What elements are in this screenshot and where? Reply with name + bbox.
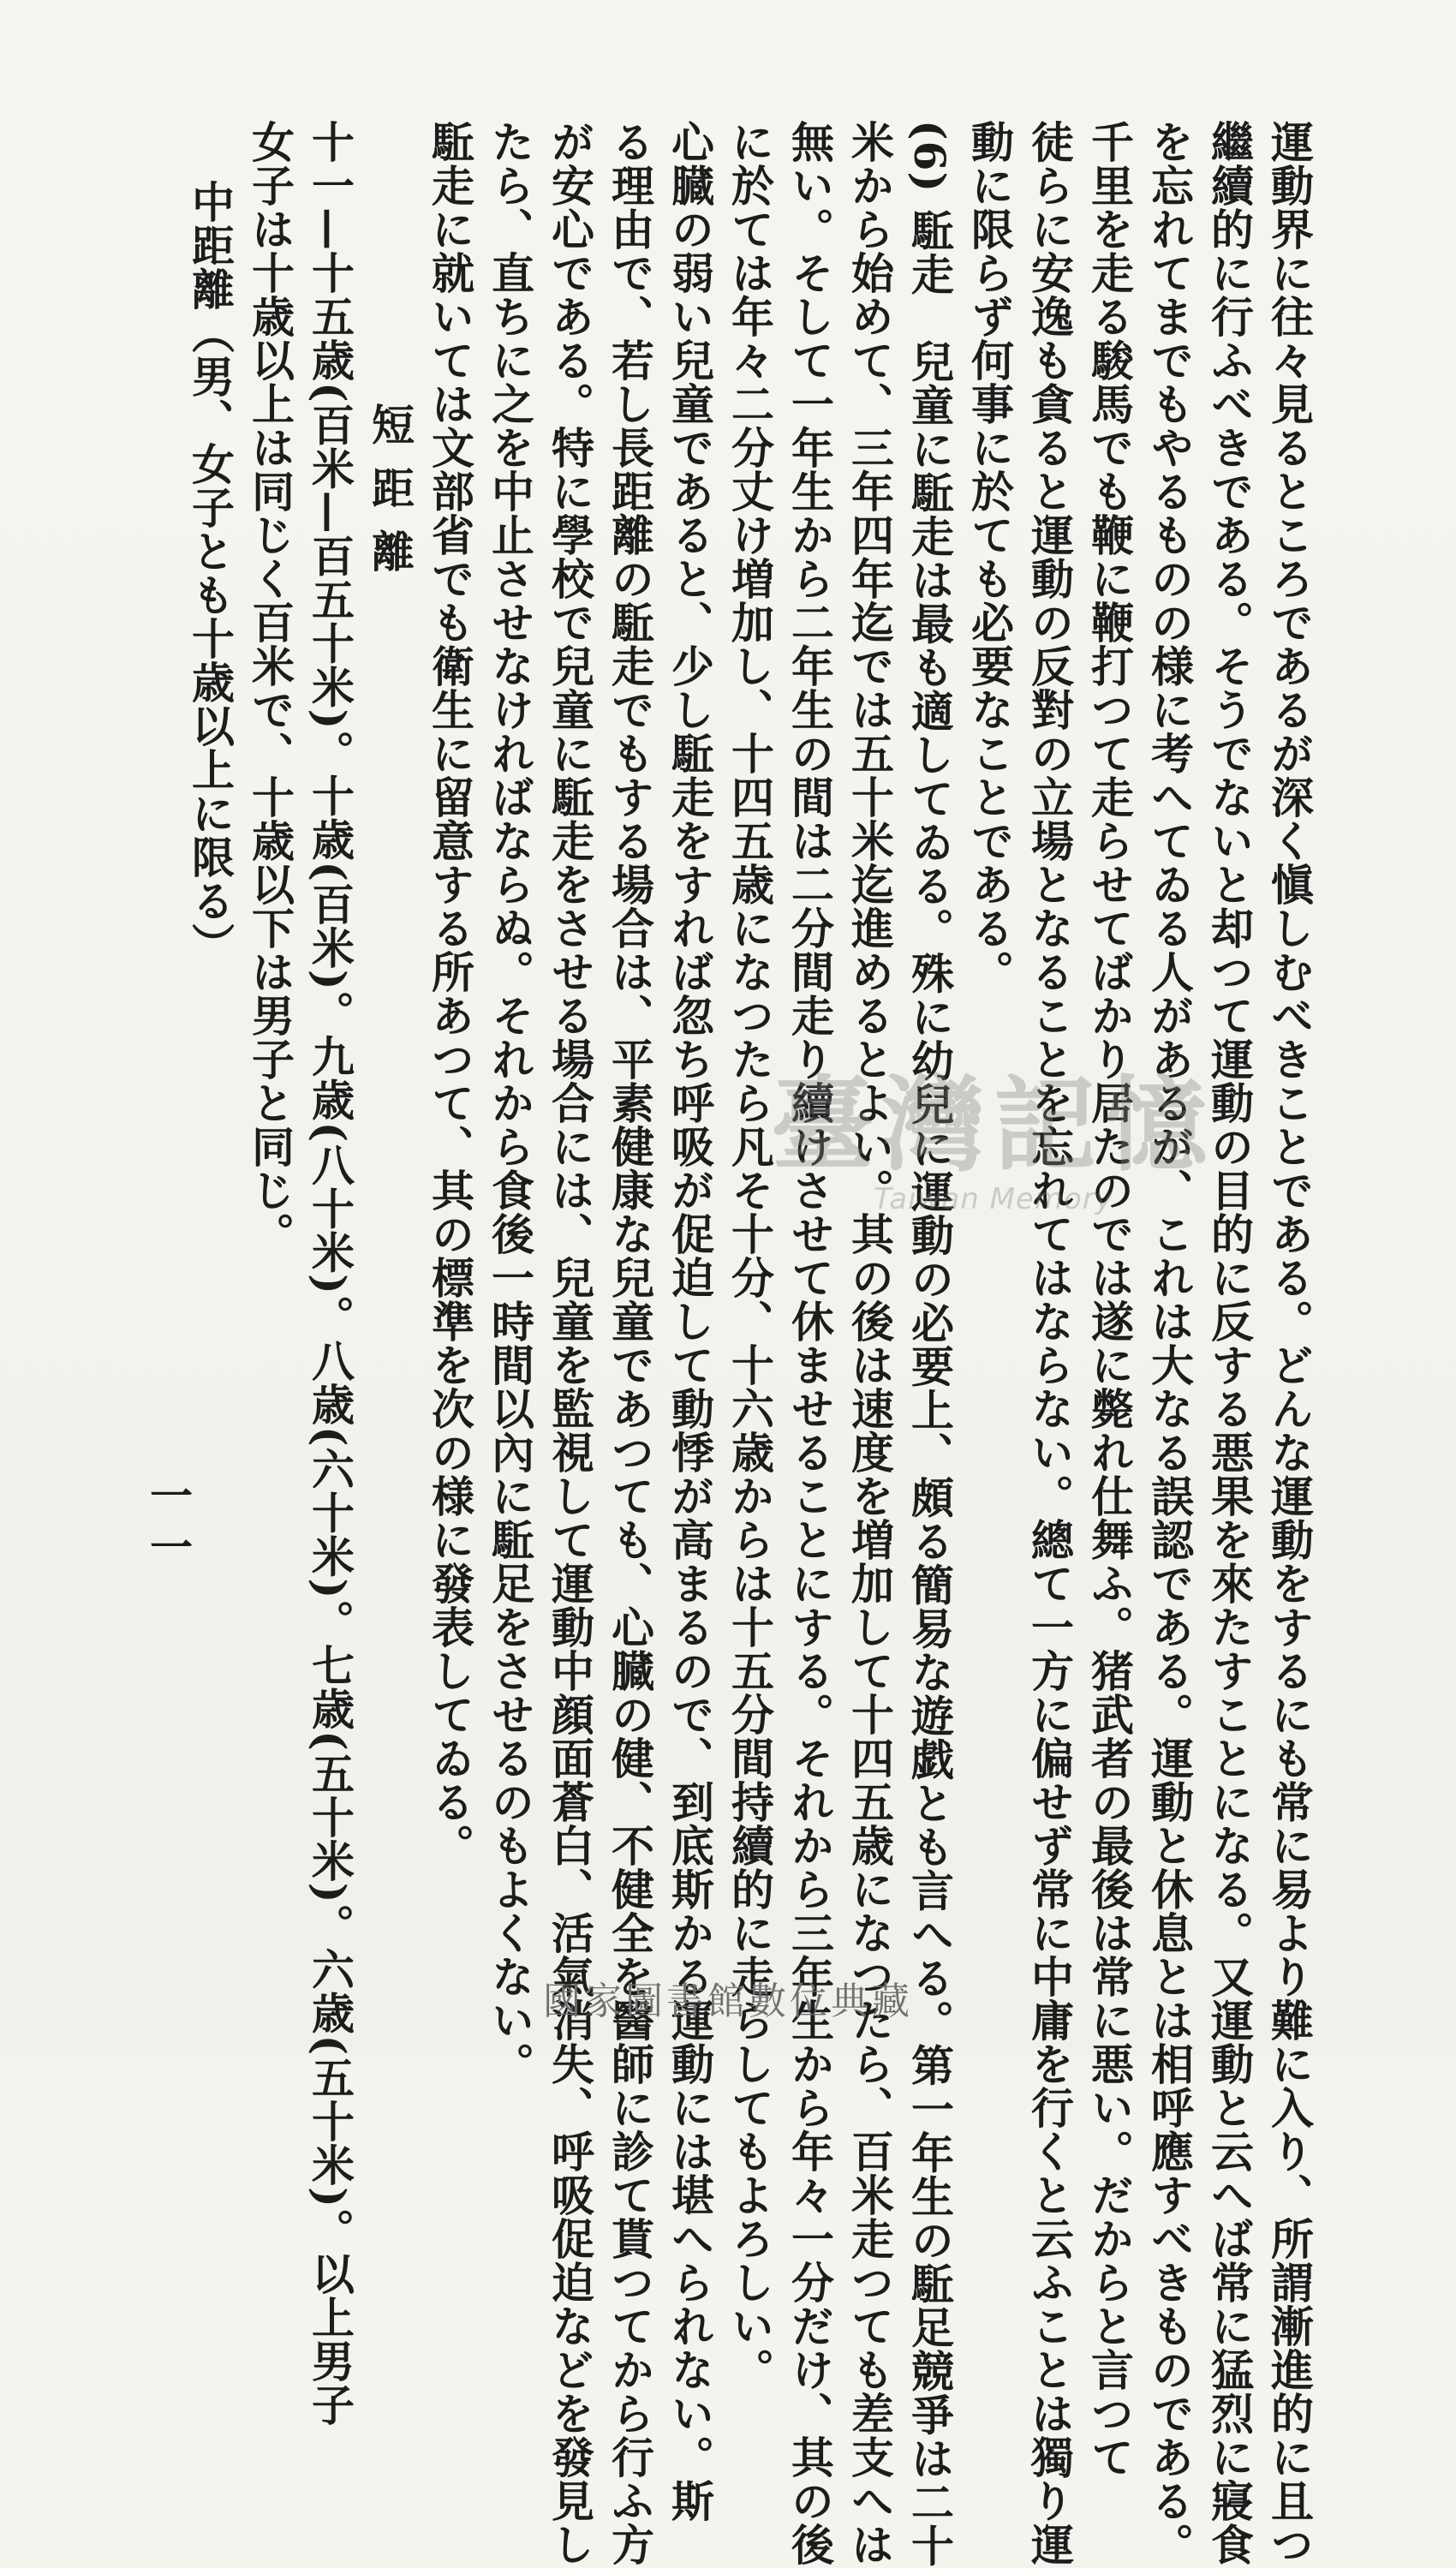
text-column-5: 徒らに安逸も貪ると運動の反對の立場となることを忘れてはならない。總て一方に偏せず常に中庸を行くと云ふことは獨り運 bbox=[1024, 120, 1075, 2566]
text-column-2: 繼續的に行ふべきである。そうでないと却つて運動の目的に反する悪果を來たすことになる。又運動と云へば常に猛烈に寢食 bbox=[1204, 120, 1255, 2566]
short-distance-line-1: 十一—十五歳(百米—百五十米)。十歳(百米)。九歳(八十米)。八歳(六十米)。七歳(五十米)。六歳(五十米)。以上男子 bbox=[305, 120, 355, 2427]
text-column-11: 心臓の弱い兒童であると、少し駈走をすれば忽ち呼吸が促迫して動悸が高まるので、到底斯かる運動には堪へられない。斯 bbox=[665, 120, 715, 2523]
watermark bbox=[771, 1066, 1216, 1216]
text-column-14: たら、直ちに之を中止させなければならぬ。それから食後一時間以內に駈足をさせるのもよくない。 bbox=[485, 120, 535, 2086]
text-column-10: に於ては年々二分丈け増加し、十四五歳になつたら凡そ十分、十六歳からは十五分間持續的に走らしてもよろしい。 bbox=[725, 120, 775, 2392]
text-column-15: 駈走に就いては文部省でも衛生に留意する所あつて、其の標準を次の様に發表してゐる。 bbox=[425, 120, 475, 1867]
text-column-9: 無い。そして一年生から二年生の間は二分間走り續けさせて休ませることにする。それから三年生から年々一分だけ、其の後 bbox=[785, 120, 835, 2566]
text-column-4: 千里を走る駿馬でも鞭に鞭打つて走らせてばかり居たのでは遂に斃れ仕舞ふ。猪武者の最後は常に悪い。だからと言つて bbox=[1084, 120, 1135, 2479]
short-distance-line-2: 女子は十歳以上は同じく百米で、十歳以下は男子と同じ。 bbox=[245, 120, 295, 1256]
watermark-english: Taiwan Memory bbox=[874, 1182, 1113, 1216]
text-column-13: が安心である。特に學校で兒童に駈走をさせる場合には、兒童を監視して運動中顔面蒼白、活氣消失、呼吸促迫などを發見し bbox=[545, 120, 595, 2566]
heading-middle-distance: 中距離（男、女子とも十歳以上に限る） bbox=[185, 180, 236, 966]
footer-library-name: 國家圖書館數位典藏 bbox=[543, 1980, 913, 2023]
text-column-7: (6) 駈走 兒童に駈走は最も適してゐる。殊に幼兒に運動の必要上、頗る簡易な遊戯とも言へる。第一年生の駈足競爭は二十 bbox=[904, 120, 955, 2568]
page-number: 一一 bbox=[143, 1473, 194, 1576]
text-column-6: 動に限らず何事に於ても必要なことである。 bbox=[964, 120, 1015, 994]
text-column-3: を忘れてまでもやるものの様に考へてゐる人があるが、これは大なる誤認である。運動と休息とは相呼應すべきものである。 bbox=[1144, 120, 1195, 2566]
text-column-12: る理由で、若し長距離の駈走でもする場合は、平素健康な兒童であつても、心臓の健、不健全を醫師に診て貰つてから行ふ方 bbox=[605, 120, 655, 2566]
text-column-1: 運動界に往々見るところであるが深く愼しむべきことである。どんな運動をするにも常に易より難に入り、所謂漸進的に且つ bbox=[1264, 120, 1315, 2566]
text-column-8: 米から始めて、三年四年迄では五十米迄進めるとよい。其の後は速度を増加して十四五歳になつたら、百米走つても差支へは bbox=[844, 120, 895, 2566]
heading-short-distance: 短距離 bbox=[365, 403, 415, 593]
watermark-chinese: 臺灣記憶 bbox=[771, 1066, 1216, 1185]
